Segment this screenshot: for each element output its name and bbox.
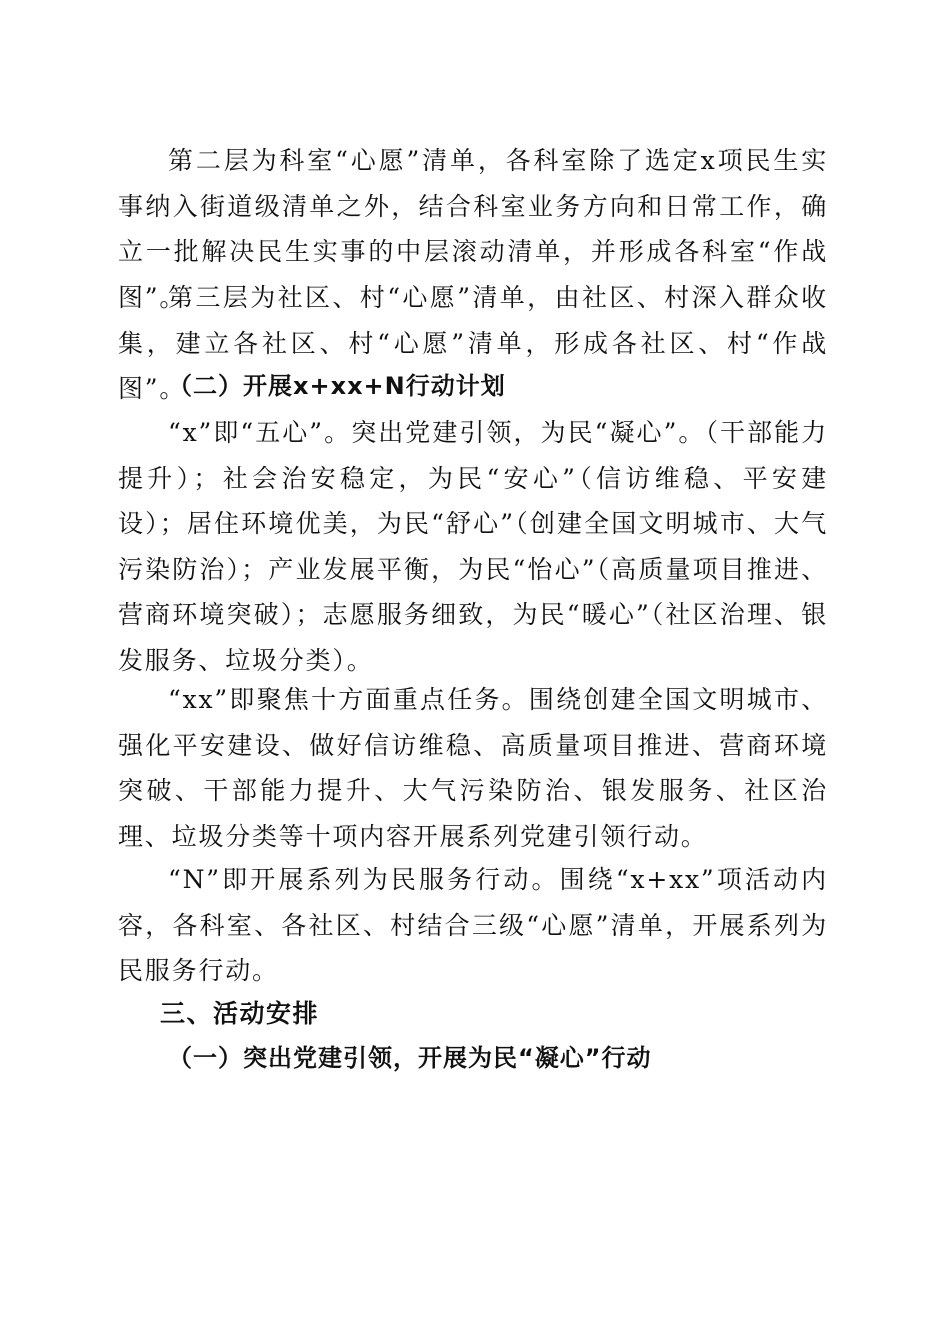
paragraph-n-service: “N”即开展系列为民服务行动。围绕“x+xx”项活动内容，各科室、各社区、村结合三级“心愿”清单，开展系列为民服务行动。 <box>118 865 828 985</box>
paragraph-x-five-hearts: “x”即“五心”。突出党建引领，为民“凝心”。（干部能力提升）；社会治安稳定，为民“安心”（信访维稳、平安建设）；居住环境优美，为民“舒心”（创建全国文明城市、大气污染防治）；产业发展平衡，为民“怡心”（高质量项目推进、营商环境突破）；志愿服务细致，为民“暖心”（社区治理、银发服务、垃圾分类）。 <box>118 418 828 675</box>
heading-subsection-one: （一）突出党建引领，开展为民“凝心”行动 <box>168 1044 652 1072</box>
paragraph-layer-three: 第三层为社区、村“心愿”清单，由社区、村深入群众收集，建立各社区、村“心愿”清单，形成各社区、村“作战图”。 <box>118 283 828 403</box>
paragraph-xx-ten-tasks: “xx”即聚焦十方面重点任务。围绕创建全国文明城市、强化平安建设、做好信访维稳、高质量项目推进、营商环境突破、干部能力提升、大气污染防治、银发服务、社区治理、垃圾分类等十项内容开展系列党建引领行动。 <box>118 685 828 851</box>
heading-action-plan: （二）开展x+xx+N行动计划 <box>168 372 506 400</box>
heading-section-three: 三、活动安排 <box>160 999 320 1028</box>
paragraph-layer-two: 第二层为科室“心愿”清单，各科室除了选定x项民生实事纳入街道级清单之外，结合科室业务方向和日常工作，确立一批解决民生实事的中层滚动清单，并形成各科室“作战图”。 <box>118 146 828 312</box>
